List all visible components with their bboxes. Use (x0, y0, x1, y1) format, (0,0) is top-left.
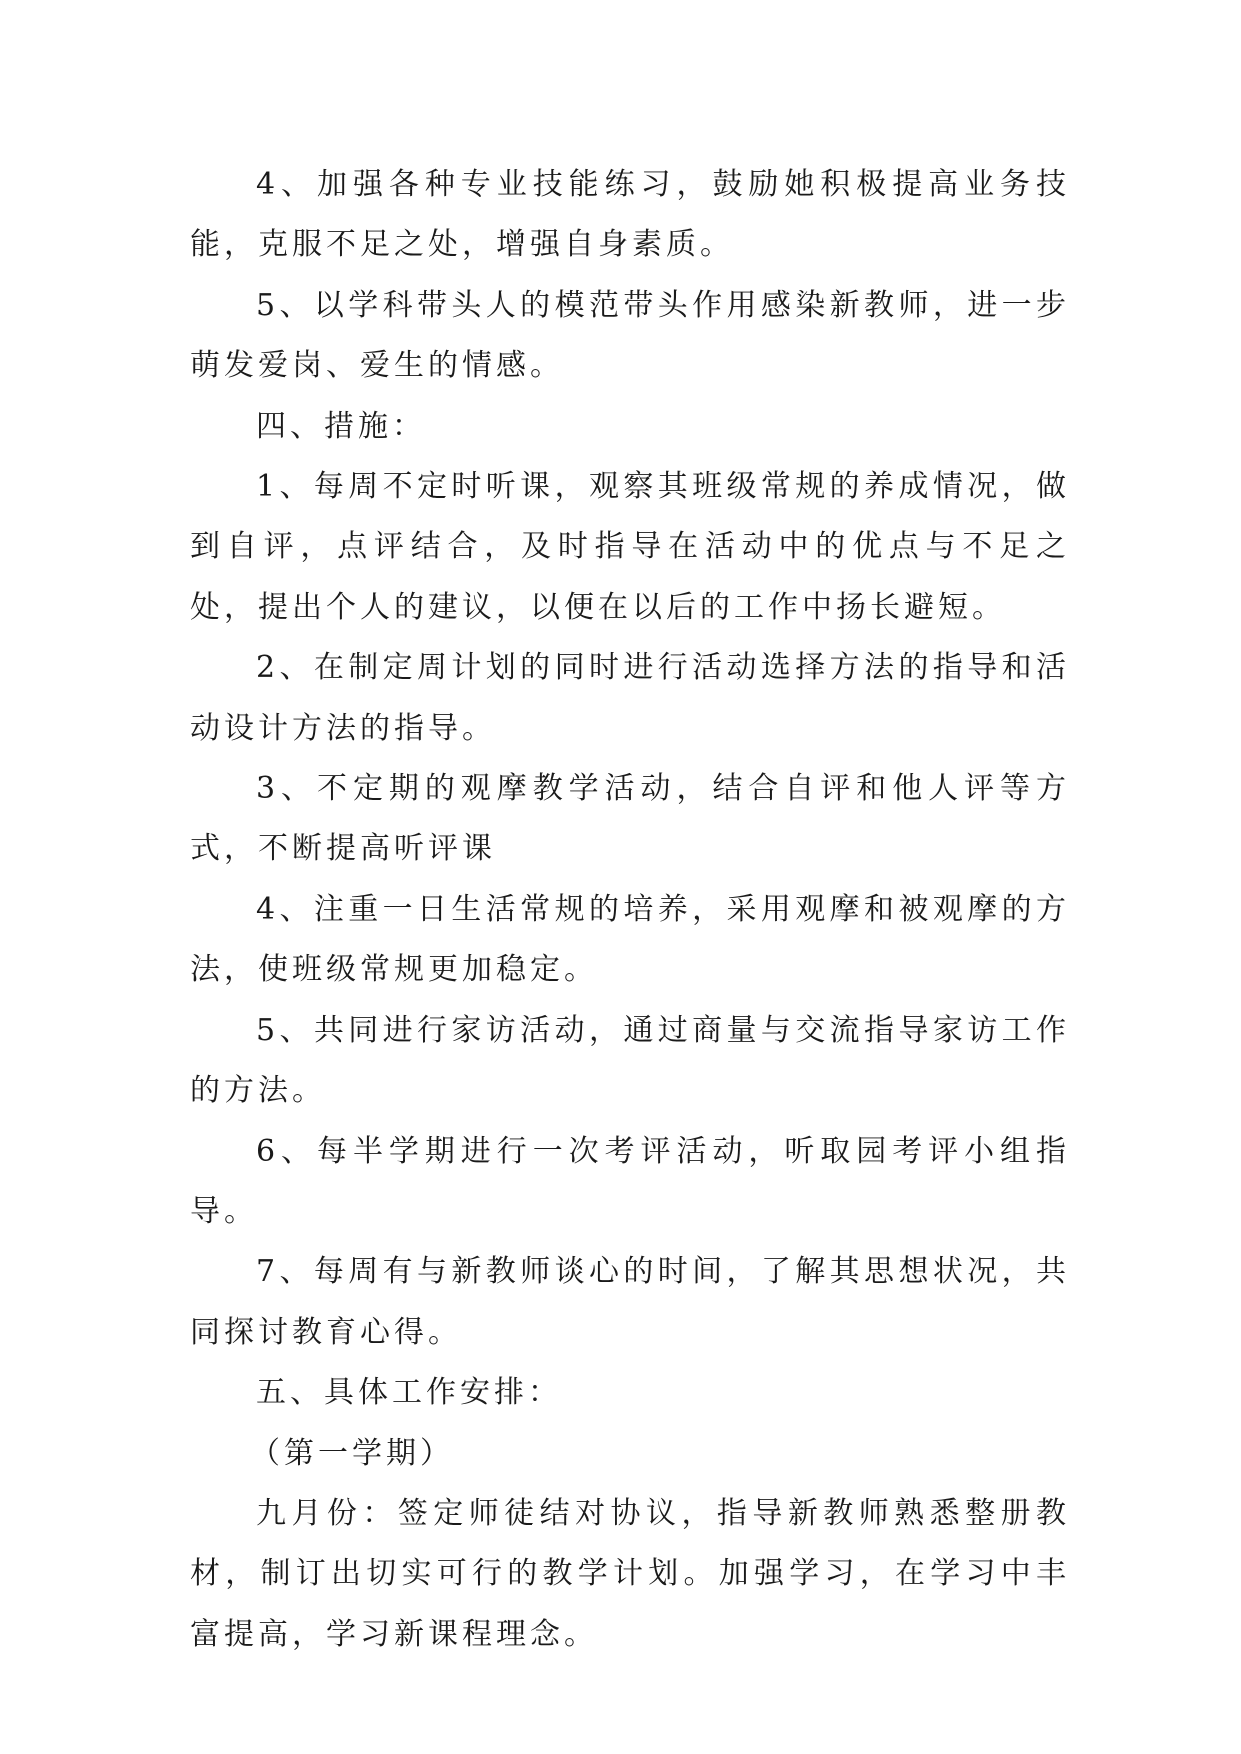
paragraph-measure-2: 2、在制定周计划的同时进行活动选择方法的指导和活动设计方法的指导。 (190, 650, 1070, 746)
semester-label: （第一学期） (250, 1435, 454, 1471)
paragraph-september: 九月份：签定师徒结对协议，指导新教师熟悉整册教材，制订出切实可行的教学计划。加强学习，在学习中丰富提高，学习新课程理念。 (190, 1495, 1070, 1652)
section-heading-schedule: 五、具体工作安排： (256, 1375, 562, 1411)
paragraph-measure-5: 5、共同进行家访活动，通过商量与交流指导家访工作的方法。 (190, 1012, 1070, 1109)
document-body (190, 155, 1070, 1665)
paragraph-goal-4: 4、加强各种专业技能练习，鼓励她积极提高业务技能，克服不足之处，增强自身素质。 (190, 167, 1070, 263)
paragraph-goal-5: 5、以学科带头人的模范带头作用感染新教师，进一步萌发爱岗、爱生的情感。 (190, 287, 1070, 384)
paragraph-measure-7: 7、每周有与新教师谈心的时间，了解其思想状况，共同探讨教育心得。 (190, 1254, 1070, 1350)
paragraph-measure-1: 1、每周不定时听课，观察其班级常规的养成情况，做到自评，点评结合，及时指导在活动中的优点与不足之处，提出个人的建议，以便在以后的工作中扬长避短。 (190, 469, 1070, 625)
paragraph-measure-6: 6、每半学期进行一次考评活动，听取园考评小组指导。 (190, 1133, 1070, 1229)
section-heading-measures: 四、措施： (256, 408, 426, 444)
paragraph-measure-4: 4、注重一日生活常规的培养，采用观摩和被观摩的方法，使班级常规更加稳定。 (190, 891, 1070, 988)
paragraph-measure-3: 3、不定期的观摩教学活动，结合自评和他人评等方式，不断提高听评课 (190, 771, 1070, 867)
